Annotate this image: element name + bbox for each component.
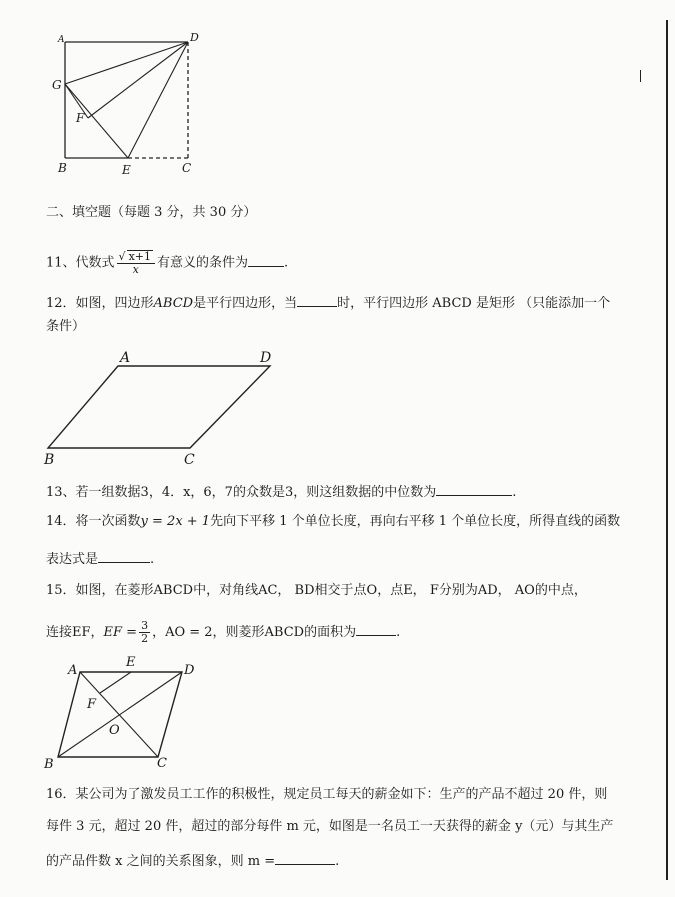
q12-line1a: 12．如图，四边形	[46, 296, 154, 311]
label-C: C	[157, 756, 167, 771]
q14-line2: 表达式是	[46, 552, 99, 567]
q12-line1b: 是平行四边形，当	[193, 296, 298, 311]
q14-end: .	[150, 552, 155, 567]
q12-answer-blank[interactable]	[297, 292, 337, 307]
q11-prefix: 11、代数式	[46, 255, 115, 271]
q11-numerator: x+1	[128, 250, 151, 263]
question-11	[46, 250, 288, 276]
label-A: A	[68, 663, 78, 678]
figure-square	[40, 28, 210, 178]
label-D: D	[184, 663, 195, 678]
label-A: A	[58, 35, 65, 45]
q14-answer-blank[interactable]	[98, 548, 150, 563]
q13-end: .	[512, 485, 517, 500]
q16-end: .	[335, 854, 340, 869]
question-12-line1	[46, 292, 610, 313]
label-E: E	[122, 163, 131, 177]
question-14-line2	[46, 548, 154, 569]
question-13	[46, 481, 516, 502]
label-F: F	[76, 111, 85, 125]
question-14-line1	[46, 513, 620, 531]
label-B: B	[58, 161, 67, 175]
label-O: O	[109, 723, 120, 738]
q15-l2a: 连接EF，	[46, 625, 104, 640]
q11-fraction: $\frac{√ x+1}{x}$	[117, 250, 155, 276]
label-A: A	[120, 350, 131, 366]
question-12-line2: 条件）	[46, 319, 86, 334]
q12-abcd: ABCD	[153, 296, 194, 311]
diagonal-AC	[80, 672, 158, 757]
label-D: D	[190, 31, 199, 44]
figure-parallelogram	[38, 346, 288, 470]
figure-rhombus	[40, 652, 210, 772]
q14-function: y = 2x + 1	[140, 514, 211, 529]
q15-l2b: ，AO = 2，则菱形ABCD的面积为	[152, 625, 357, 640]
label-F: F	[87, 697, 97, 712]
q15-numerator: 3	[141, 619, 149, 632]
label-C: C	[184, 452, 195, 468]
label-D: D	[260, 350, 272, 366]
q16-answer-blank[interactable]	[275, 850, 335, 865]
question-15-line1: 15．如图，在菱形ABCD中，对角线AC， BD相交于点O，点E， F分别为AD， AO的中点，	[46, 583, 587, 598]
section-title: 二、填空题（每题 3 分，共 30 分）	[46, 205, 257, 220]
q12-line1c: 时，平行四边形 ABCD 是矩形 （只能添加一个	[337, 296, 611, 311]
q15-denominator: 2	[141, 632, 149, 645]
q14-line1: 先向下平移 1 个单位长度，再向右平移 1 个单位长度，所得直线的函数	[210, 514, 621, 529]
q15-end: .	[396, 625, 401, 640]
question-16-line2: 每件 3 元，超过 20 件，超过的部分每件 m 元，如图是一名员工一天获得的薪金 y（元）与其生产	[46, 819, 614, 834]
question-16-line1: 16．某公司为了激发员工工作的积极性，规定员工每天的薪金如下：生产的产品不超过 20 件，则	[46, 787, 608, 802]
parallelogram-ABCD	[48, 366, 270, 448]
q15-fraction	[139, 620, 150, 645]
question-16-line3	[46, 850, 339, 871]
q16-line3: 的产品件数 x 之间的关系图象，则 m =	[46, 854, 276, 869]
page-edge-line	[666, 20, 668, 880]
q11-end: .	[284, 255, 289, 271]
q15-ef: EF =	[103, 625, 138, 640]
q14-prefix: 14．将一次函数	[46, 514, 141, 529]
q15-answer-blank[interactable]	[356, 621, 396, 636]
label-E: E	[126, 655, 136, 670]
q11-denominator: x	[132, 263, 139, 276]
segment-EF	[100, 672, 131, 693]
label-C: C	[182, 161, 192, 175]
label-B: B	[44, 452, 55, 468]
segment-FD	[88, 42, 188, 118]
page-edge-mark	[640, 70, 641, 82]
q13-text: 13、若一组数据3，4．x，6，7的众数是3，则这组数据的中位数为	[46, 485, 437, 500]
q11-answer-blank[interactable]	[248, 252, 284, 267]
label-G: G	[52, 78, 62, 92]
q13-answer-blank[interactable]	[436, 481, 512, 496]
q11-suffix: 有意义的条件为	[156, 255, 248, 271]
question-15-line2	[46, 620, 400, 645]
label-B: B	[44, 757, 54, 772]
